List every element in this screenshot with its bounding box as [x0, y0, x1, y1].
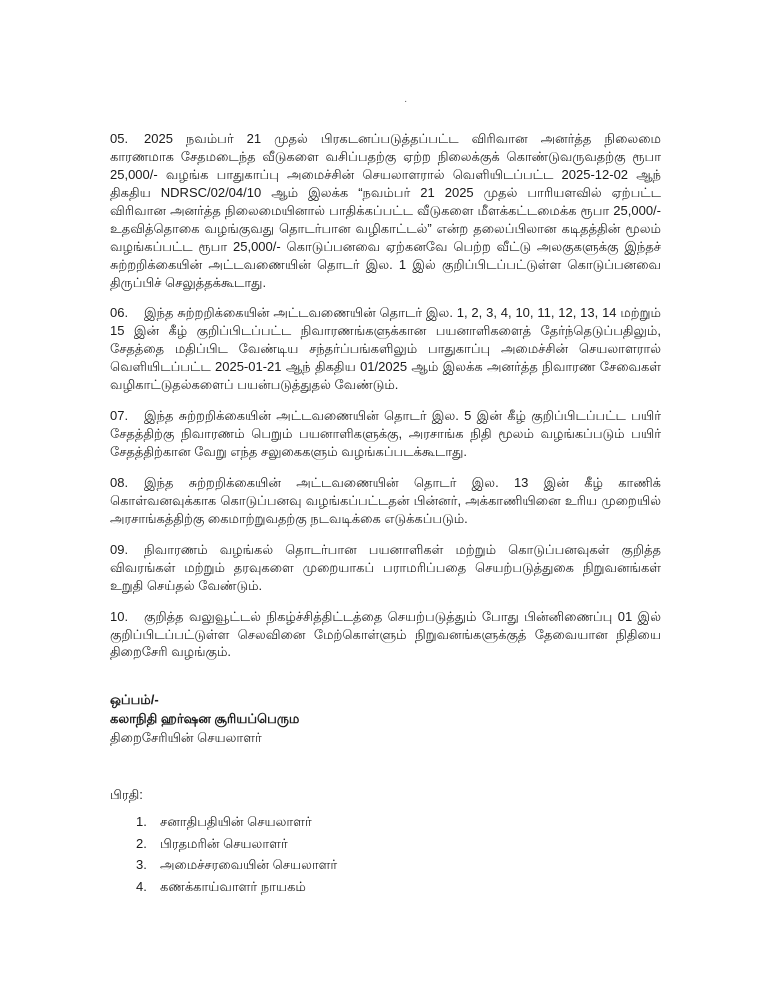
copy-item: [110, 878, 661, 897]
paragraph-text: நிவாரணம் வழங்கல் தொடர்பான பயனாளிகள் மற்றும் கொடுப்பனவுகள் குறித்த விவரங்கள் மற்றும் தரவுகளை முறையாகப் பராமரிப்பதை செயற்படுத்துகை நிறுவனங்கள் உறுதி செய்தல் வேண்டும்.: [110, 541, 661, 593]
copy-distribution-list: [110, 786, 661, 897]
copy-item-number: 3.: [136, 857, 147, 873]
signatory-title: திறைசேரியின் செயலாளர்: [110, 730, 262, 746]
paragraph-number: 08.: [110, 474, 129, 490]
copy-item-number: 1.: [136, 813, 147, 829]
copy-item: [110, 856, 661, 875]
copies-title: பிரதி:: [110, 786, 143, 802]
copy-item-number: 4.: [136, 879, 147, 895]
paragraph-07: [110, 407, 661, 461]
paragraph-06: [110, 304, 661, 394]
paragraph-text: இந்த சுற்றறிக்கையின் அட்டவணையின் தொடர் இல. 1, 2, 3, 4, 10, 11, 12, 13, 14 மற்றும் 15 இன் கீழ் குறிப்பிடப்பட்ட நிவாரணங்களுக்கான பயனாளிகளைத் தேர்ந்தெடுப்பதிலும், சேதத்தை மதிப்பிட வேண்டிய சந்தர்ப்பங்களிலும் பாதுகாப்பு அமைச்சின் செயலாளரால் வெளியிடப்பட்ட 2025-01-21 ஆந் திகதிய 01/2025 ஆம் இலக்க அனர்த்த நிவாரண சேவைகள் வழிகாட்டுதல்களைப் பயன்படுத்துதல் வேண்டும்.: [110, 305, 661, 393]
copy-item-label: சனாதிபதியின் செயலாளர்: [160, 813, 312, 829]
signature-signed-notation: ஒப்பம்/-: [110, 692, 159, 708]
copy-item-label: கணக்காய்வாளர் நாயகம்: [160, 879, 306, 895]
paragraph-number: 09.: [110, 541, 129, 557]
copy-item: [110, 835, 661, 854]
copy-item-label: பிரதமரின் செயலாளர்: [160, 835, 288, 851]
paragraph-number: 10.: [110, 608, 129, 624]
paragraph-08: [110, 474, 661, 528]
paragraph-text: குறித்த வலுவூட்டல் நிகழ்ச்சித்திட்டத்தை செயற்படுத்தும் போது பின்னிணைப்பு 01 இல் குறிப்பிடப்பட்டுள்ள செலவினை மேற்கொள்ளும் நிறுவனங்களுக்குத் தேவையான நிதியை திறைசேரி வழங்கும்.: [110, 608, 661, 660]
copy-item-number: 2.: [136, 835, 147, 851]
paragraph-number: 07.: [110, 408, 129, 424]
copy-item: [110, 813, 661, 832]
signatory-name: கலாநிதி ஹர்ஷன சூரியப்பெரும: [110, 711, 300, 727]
paragraph-09: [110, 541, 661, 595]
paragraph-05: [110, 130, 661, 291]
paragraph-text: இந்த சுற்றறிக்கையின் அட்டவணையின் தொடர் இல. 13 இன் கீழ் காணிக் கொள்வனவுக்காக கொடுப்பனவு வழங்கப்பட்டதன் பின்னர், அக்காணியினை உரிய முறையில் அரசாங்கத்திற்கு கைமாற்றுவதற்கு நடவடிக்கை எடுக்கப்படும்.: [110, 474, 661, 526]
paragraph-text: 2025 நவம்பர் 21 முதல் பிரகடனப்படுத்தப்பட்ட விரிவான அனர்த்த நிலைமை காரணமாக சேதமடைந்த வீடுகளை வசிப்பதற்கு ஏற்ற நிலைக்குக் கொண்டுவருவதற்கு ரூபா 25,000/- வழங்க பாதுகாப்பு அமைச்சின் செயலாளரால் வெளியிடப்பட்ட 2025-12-02 ஆந் திகதிய NDRSC/02/04/10 ஆம் இலக்க “நவம்பர் 21 2025 முதல் பாரியளவில் ஏற்பட்ட விரிவான அனர்த்த நிலைமையினால் பாதிக்கப்பட்ட வீடுகளை மீளக்கட்டமைக்க ரூபா 25,000/- உதவித்தொகை வழங்குவது தொடர்பான வழிகாட்டல்” என்ற தலைப்பிலான கடிதத்தின் மூலம் வழங்கப்பட்ட ரூபா 25,000/- கொடுப்பனவை ஏற்கனவே பெற்ற வீட்டு அலகுகளுக்கு இந்தச் சுற்றறிக்கையின் அட்டவணையின் தொடர் இல. 1 இல் குறிப்பிடப்பட்டுள்ள கொடுப்பனவை திருப்பிச் செலுத்தக்கூடாது.: [110, 131, 661, 290]
paragraph-10: [110, 608, 661, 662]
paragraph-text: இந்த சுற்றறிக்கையின் அட்டவணையின் தொடர் இல. 5 இன் கீழ் குறிப்பிடப்பட்ட பயிர் சேதத்திற்கு நிவாரணம் பெறும் பயனாளிகளுக்கு, அரசாங்க நிதி மூலம் வழங்கப்படும் பயிர் சேதத்திற்கான வேறு எந்த சலுகைகளும் வழங்கப்படக்கூடாது.: [110, 408, 661, 459]
paragraph-number: 05.: [110, 131, 129, 146]
stray-mark: ·: [404, 96, 408, 107]
paragraph-number: 06.: [110, 305, 129, 321]
copy-item-label: அமைச்சரவையின் செயலாளர்: [160, 857, 338, 873]
signature-block: [110, 691, 661, 748]
